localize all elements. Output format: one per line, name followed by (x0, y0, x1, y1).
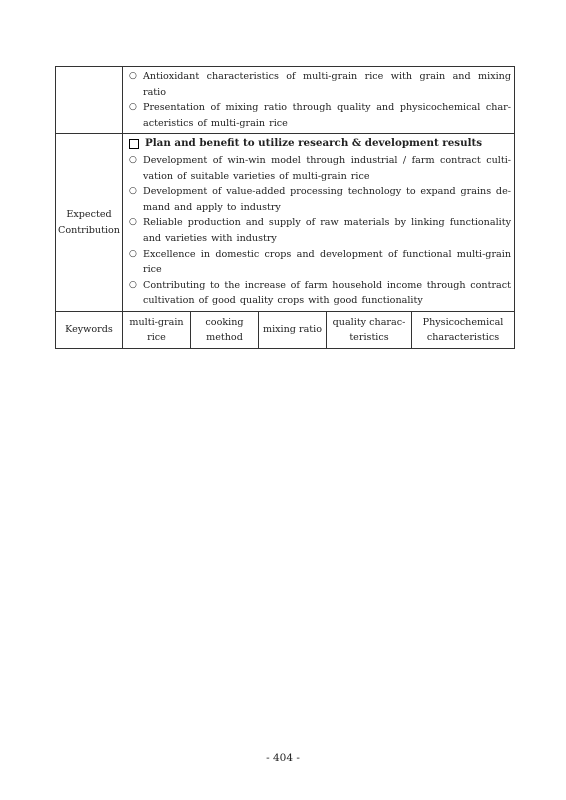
list-item: ○ Reliable production and supply of raw materials by linking functionality and varieties with industry (129, 217, 511, 244)
list-item: ○ Development of value-added processing technology to expand grains de-mand and apply to industry (129, 186, 511, 213)
keyword-cell: multi-grain rice (123, 311, 191, 348)
circle-bullet-icon: ○ (129, 102, 137, 113)
section-heading: Plan and benefit to utilize research & development results (129, 136, 511, 152)
summary-table (55, 66, 515, 349)
results-row (56, 67, 515, 134)
keyword-cell: cooking method (191, 311, 259, 348)
expected-contribution-row (56, 134, 515, 312)
expected-contribution-content (123, 134, 515, 312)
list-item: ○ Antioxidant characteristics of multi-grain rice with grain and mixing ratio (129, 71, 511, 98)
keyword-cell: Physicochemical characteristics (412, 311, 515, 348)
circle-bullet-icon: ○ (129, 186, 137, 197)
results-label-cell (56, 67, 123, 134)
keyword-cell: mixing ratio (259, 311, 327, 348)
list-item: ○ Excellence in domestic crops and development of functional multi-grain rice (129, 248, 511, 276)
circle-bullet-icon: ○ (129, 71, 137, 81)
list-item: ○ Presentation of mixing ratio through quality and physicochemical char-acteristics of multi-grain rice (129, 102, 511, 129)
keyword-cell: quality charac-teristics (327, 311, 412, 348)
keywords-label: Keywords (56, 311, 123, 348)
square-box-icon (129, 139, 139, 149)
circle-bullet-icon: ○ (129, 279, 137, 290)
keywords-row (56, 311, 515, 348)
circle-bullet-icon: ○ (129, 154, 137, 165)
circle-bullet-icon: ○ (129, 248, 137, 259)
list-item: ○ Development of win-win model through industrial / farm contract culti-vation of suitable varieties of multi-grain rice (129, 154, 511, 182)
page-number: - 404 - (266, 752, 300, 764)
circle-bullet-icon: ○ (129, 217, 137, 228)
expected-contribution-label: Expected Contribution (56, 134, 123, 312)
list-item: ○ Contributing to the increase of farm household income through contract cultivation of good quality crops with good functionality (129, 279, 511, 307)
results-content-cell (123, 67, 515, 134)
